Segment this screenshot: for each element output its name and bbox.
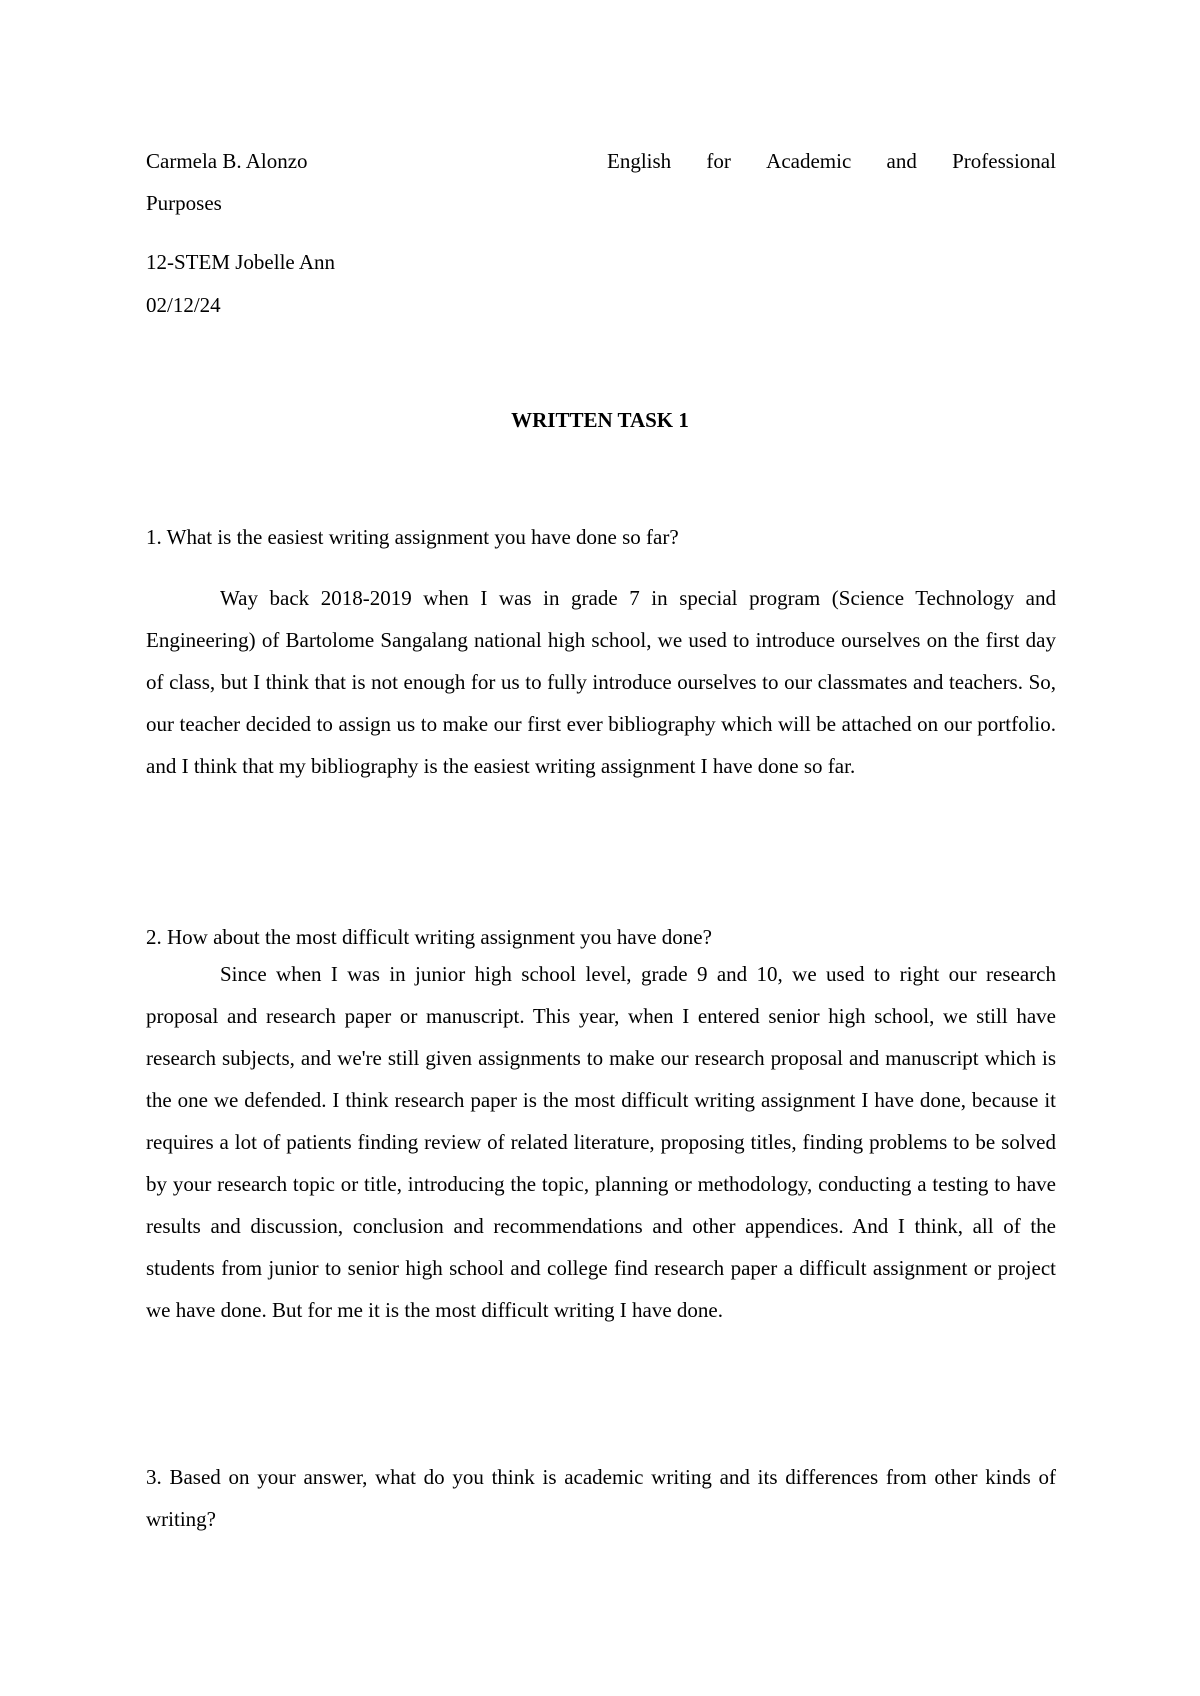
date: 02/12/24 — [146, 293, 221, 317]
question-1: 1. What is the easiest writing assignment you have done so far? — [146, 525, 679, 549]
section-line: 12-STEM Jobelle Ann — [146, 250, 335, 274]
course-word: Professional — [952, 149, 1056, 173]
question-3: 3. Based on your answer, what do you think is academic writing and its differences from other kinds of writing? — [146, 1465, 1056, 1531]
course-title — [607, 147, 1056, 175]
course-word: English — [607, 149, 672, 173]
answer-1: Way back 2018-2019 when I was in grade 7 in special program (Science Technology and Engineering) of Bartolome Sangalang national high school, we used to introduce ourselves on the first day of class, but I think that is not enough for us to fully introduce ourselves to our classmates and teachers. So, our teacher decided to assign us to make our first ever bibliography which will be attached on our portfolio. and I think that my bibliography is the easiest writing assignment I have done so far. — [146, 586, 1056, 778]
student-name: Carmela B. Alonzo — [146, 149, 308, 173]
course-word: for — [706, 149, 731, 173]
question-2: 2. How about the most difficult writing assignment you have done? — [146, 925, 712, 949]
course-word: and — [886, 149, 917, 173]
page-title: WRITTEN TASK 1 — [511, 408, 689, 432]
answer-2: Since when I was in junior high school level, grade 9 and 10, we used to right our research proposal and research paper or manuscript. This year, when I entered senior high school, we still have research subjects, and we're still given assignments to make our research proposal and manuscript which is the one we defended. I think research paper is the most difficult writing assignment I have done, because it requires a lot of patients finding review of related literature, proposing titles, finding problems to be solved by your research topic or title, introducing the topic, planning or methodology, conducting a testing to have results and discussion, conclusion and recommendations and other appendices. And I think, all of the students from junior to senior high school and college find research paper a difficult assignment or project we have done. But for me it is the most difficult writing I have done. — [146, 962, 1056, 1322]
course-title-continuation: Purposes — [146, 191, 222, 215]
course-word: Academic — [766, 149, 852, 173]
